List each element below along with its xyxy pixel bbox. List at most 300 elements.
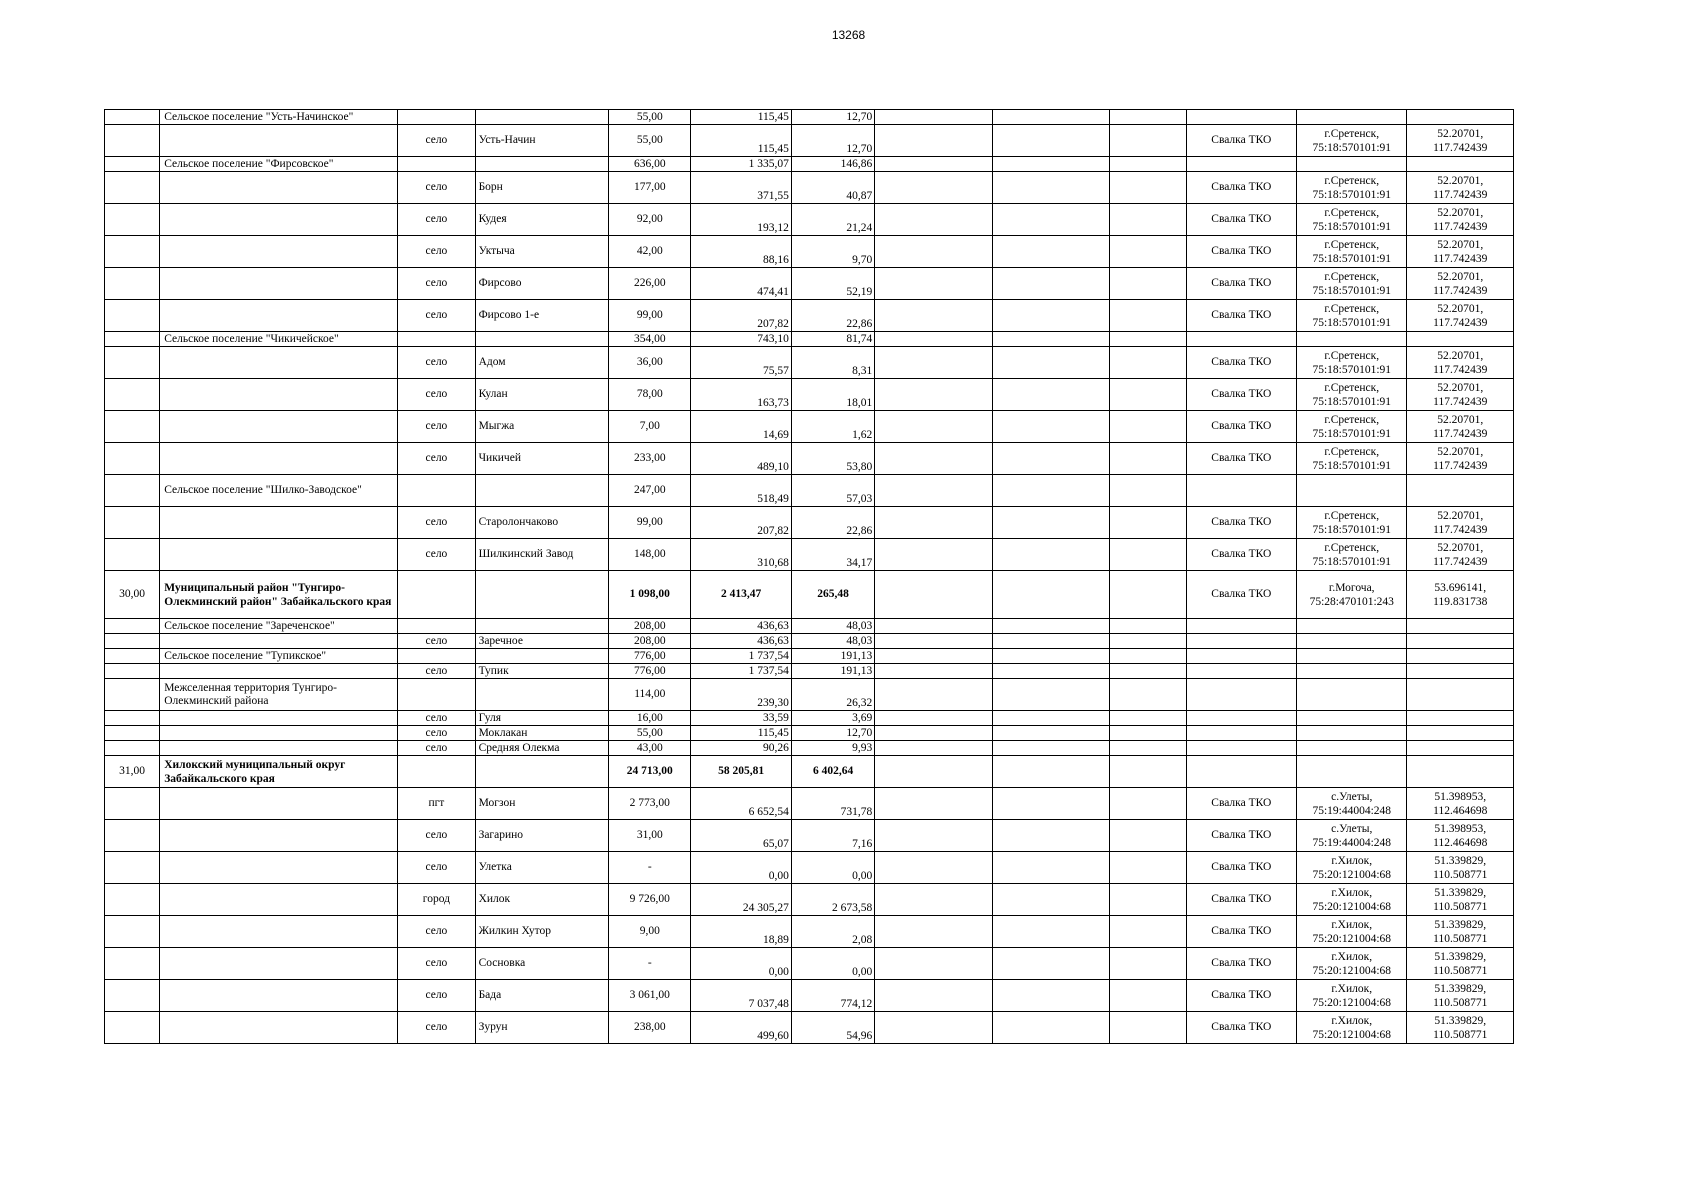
table-row	[105, 741, 1514, 756]
row-number	[105, 539, 160, 571]
landfill-coordinates	[1407, 726, 1514, 741]
empty-cell	[992, 110, 1110, 125]
locality-type: село	[398, 726, 475, 741]
landfill-location	[1297, 619, 1407, 634]
mass-cell: 22,86	[791, 507, 874, 539]
landfill-type: Свалка ТКО	[1186, 347, 1296, 379]
settlement-name: Сельское поселение "Зареченское"	[160, 619, 398, 634]
landfill-type: Свалка ТКО	[1186, 300, 1296, 332]
empty-cell	[1110, 852, 1186, 884]
row-number: 30,00	[105, 571, 160, 619]
landfill-coordinates	[1407, 756, 1514, 788]
volume-cell: 1 737,54	[691, 649, 791, 664]
population-cell: 177,00	[609, 172, 691, 204]
locality-type: село	[398, 204, 475, 236]
population-cell: 114,00	[609, 679, 691, 711]
row-number	[105, 411, 160, 443]
volume-cell: 163,73	[691, 379, 791, 411]
landfill-type	[1186, 649, 1296, 664]
empty-cell	[875, 756, 993, 788]
volume-cell: 65,07	[691, 820, 791, 852]
settlement-name	[160, 1012, 398, 1044]
landfill-location: г.Хилок, 75:20:121004:68	[1297, 884, 1407, 916]
mass-cell: 191,13	[791, 664, 874, 679]
row-number: 31,00	[105, 756, 160, 788]
empty-cell	[875, 1012, 993, 1044]
landfill-type: Свалка ТКО	[1186, 125, 1296, 157]
settlement-name	[160, 379, 398, 411]
locality-name	[475, 110, 609, 125]
locality-name: Сосновка	[475, 948, 609, 980]
landfill-coordinates: 53.696141, 119.831738	[1407, 571, 1514, 619]
settlement-name	[160, 539, 398, 571]
landfill-type: Свалка ТКО	[1186, 204, 1296, 236]
landfill-coordinates: 52.20701, 117.742439	[1407, 125, 1514, 157]
population-cell: 16,00	[609, 711, 691, 726]
row-number	[105, 125, 160, 157]
landfill-location: г.Хилок, 75:20:121004:68	[1297, 916, 1407, 948]
mass-cell: 12,70	[791, 726, 874, 741]
row-number	[105, 679, 160, 711]
landfill-location: г.Сретенск, 75:18:570101:91	[1297, 539, 1407, 571]
locality-name: Шилкинский Завод	[475, 539, 609, 571]
row-number	[105, 172, 160, 204]
locality-type	[398, 157, 475, 172]
landfill-type: Свалка ТКО	[1186, 268, 1296, 300]
mass-cell: 57,03	[791, 475, 874, 507]
mass-cell: 2 673,58	[791, 884, 874, 916]
volume-cell: 1 737,54	[691, 664, 791, 679]
empty-cell	[992, 820, 1110, 852]
landfill-location	[1297, 756, 1407, 788]
population-cell: 36,00	[609, 347, 691, 379]
row-number	[105, 711, 160, 726]
empty-cell	[992, 539, 1110, 571]
empty-cell	[992, 664, 1110, 679]
settlement-name	[160, 204, 398, 236]
landfill-location	[1297, 110, 1407, 125]
row-number	[105, 204, 160, 236]
landfill-location	[1297, 332, 1407, 347]
locality-name: Чикичей	[475, 443, 609, 475]
empty-cell	[992, 884, 1110, 916]
row-number	[105, 948, 160, 980]
empty-cell	[1110, 756, 1186, 788]
row-number	[105, 788, 160, 820]
empty-cell	[1110, 236, 1186, 268]
empty-cell	[1110, 980, 1186, 1012]
locality-name	[475, 619, 609, 634]
row-number	[105, 980, 160, 1012]
table-row	[105, 726, 1514, 741]
volume-cell: 489,10	[691, 443, 791, 475]
table-row	[105, 475, 1514, 507]
empty-cell	[1110, 619, 1186, 634]
landfill-location: г.Сретенск, 75:18:570101:91	[1297, 347, 1407, 379]
locality-name	[475, 756, 609, 788]
landfill-location: г.Хилок, 75:20:121004:68	[1297, 980, 1407, 1012]
empty-cell	[992, 411, 1110, 443]
settlement-name	[160, 980, 398, 1012]
locality-name: Бада	[475, 980, 609, 1012]
settlement-name: Муниципальный район "Тунгиро-Олекминский район" Забайкальского края	[160, 571, 398, 619]
row-number	[105, 268, 160, 300]
landfill-type: Свалка ТКО	[1186, 411, 1296, 443]
mass-cell: 48,03	[791, 634, 874, 649]
row-number	[105, 379, 160, 411]
table-row	[105, 411, 1514, 443]
locality-type: пгт	[398, 788, 475, 820]
population-cell: 78,00	[609, 379, 691, 411]
population-cell: -	[609, 852, 691, 884]
empty-cell	[1110, 411, 1186, 443]
population-cell: 99,00	[609, 507, 691, 539]
population-cell: -	[609, 948, 691, 980]
landfill-coordinates: 51.398953, 112.464698	[1407, 820, 1514, 852]
locality-name: Заречное	[475, 634, 609, 649]
locality-type: село	[398, 268, 475, 300]
landfill-coordinates: 52.20701, 117.742439	[1407, 379, 1514, 411]
population-cell: 55,00	[609, 125, 691, 157]
locality-type: село	[398, 741, 475, 756]
mass-cell: 731,78	[791, 788, 874, 820]
settlement-name: Сельское поселение "Чикичейское"	[160, 332, 398, 347]
volume-cell: 518,49	[691, 475, 791, 507]
volume-cell: 58 205,81	[691, 756, 791, 788]
locality-type: село	[398, 347, 475, 379]
landfill-coordinates: 51.398953, 112.464698	[1407, 788, 1514, 820]
table-row	[105, 980, 1514, 1012]
locality-name: Мыгжа	[475, 411, 609, 443]
waste-data-table	[104, 109, 1514, 1044]
empty-cell	[992, 204, 1110, 236]
settlement-name: Сельское поселение "Усть-Начинское"	[160, 110, 398, 125]
landfill-type	[1186, 726, 1296, 741]
landfill-type: Свалка ТКО	[1186, 507, 1296, 539]
settlement-name	[160, 884, 398, 916]
volume-cell: 310,68	[691, 539, 791, 571]
population-cell: 238,00	[609, 1012, 691, 1044]
landfill-type: Свалка ТКО	[1186, 539, 1296, 571]
volume-cell: 7 037,48	[691, 980, 791, 1012]
empty-cell	[875, 884, 993, 916]
table-row	[105, 125, 1514, 157]
table-row	[105, 172, 1514, 204]
locality-type	[398, 332, 475, 347]
empty-cell	[992, 741, 1110, 756]
locality-type	[398, 475, 475, 507]
landfill-coordinates: 51.339829, 110.508771	[1407, 884, 1514, 916]
locality-type: село	[398, 664, 475, 679]
landfill-location: г.Хилок, 75:20:121004:68	[1297, 1012, 1407, 1044]
population-cell: 776,00	[609, 664, 691, 679]
landfill-location: с.Улеты, 75:19:44004:248	[1297, 788, 1407, 820]
row-number	[105, 236, 160, 268]
empty-cell	[875, 236, 993, 268]
landfill-type: Свалка ТКО	[1186, 236, 1296, 268]
landfill-location: с.Улеты, 75:19:44004:248	[1297, 820, 1407, 852]
landfill-location: г.Могоча, 75:28:470101:243	[1297, 571, 1407, 619]
empty-cell	[992, 125, 1110, 157]
row-number	[105, 916, 160, 948]
population-cell: 7,00	[609, 411, 691, 443]
landfill-location: г.Сретенск, 75:18:570101:91	[1297, 300, 1407, 332]
landfill-location	[1297, 741, 1407, 756]
empty-cell	[1110, 649, 1186, 664]
landfill-type: Свалка ТКО	[1186, 820, 1296, 852]
empty-cell	[1110, 507, 1186, 539]
row-number	[105, 110, 160, 125]
mass-cell: 1,62	[791, 411, 874, 443]
landfill-coordinates: 51.339829, 110.508771	[1407, 948, 1514, 980]
settlement-name	[160, 268, 398, 300]
settlement-name	[160, 443, 398, 475]
empty-cell	[992, 268, 1110, 300]
settlement-name	[160, 916, 398, 948]
empty-cell	[1110, 300, 1186, 332]
empty-cell	[992, 443, 1110, 475]
volume-cell: 436,63	[691, 634, 791, 649]
empty-cell	[875, 332, 993, 347]
locality-type: село	[398, 379, 475, 411]
volume-cell: 18,89	[691, 916, 791, 948]
mass-cell: 21,24	[791, 204, 874, 236]
population-cell: 2 773,00	[609, 788, 691, 820]
table-row	[105, 204, 1514, 236]
landfill-type: Свалка ТКО	[1186, 172, 1296, 204]
settlement-name	[160, 300, 398, 332]
landfill-type	[1186, 756, 1296, 788]
settlement-name: Межселенная территория Тунгиро-Олекминский района	[160, 679, 398, 711]
table-row	[105, 664, 1514, 679]
landfill-location: г.Сретенск, 75:18:570101:91	[1297, 507, 1407, 539]
mass-cell: 8,31	[791, 347, 874, 379]
empty-cell	[875, 300, 993, 332]
volume-cell: 436,63	[691, 619, 791, 634]
mass-cell: 48,03	[791, 619, 874, 634]
empty-cell	[875, 411, 993, 443]
empty-cell	[1110, 110, 1186, 125]
empty-cell	[875, 852, 993, 884]
table-row	[105, 332, 1514, 347]
table-row	[105, 539, 1514, 571]
landfill-type: Свалка ТКО	[1186, 379, 1296, 411]
empty-cell	[992, 172, 1110, 204]
population-cell: 208,00	[609, 634, 691, 649]
landfill-coordinates	[1407, 634, 1514, 649]
landfill-type: Свалка ТКО	[1186, 1012, 1296, 1044]
table-row	[105, 379, 1514, 411]
mass-cell: 7,16	[791, 820, 874, 852]
landfill-location	[1297, 475, 1407, 507]
empty-cell	[875, 507, 993, 539]
settlement-name	[160, 664, 398, 679]
locality-type	[398, 649, 475, 664]
locality-name: Загарино	[475, 820, 609, 852]
landfill-location: г.Сретенск, 75:18:570101:91	[1297, 268, 1407, 300]
empty-cell	[875, 634, 993, 649]
landfill-location: г.Сретенск, 75:18:570101:91	[1297, 125, 1407, 157]
locality-type: село	[398, 948, 475, 980]
table-row	[105, 443, 1514, 475]
row-number	[105, 300, 160, 332]
population-cell: 354,00	[609, 332, 691, 347]
locality-name	[475, 332, 609, 347]
settlement-name	[160, 634, 398, 649]
table-row	[105, 820, 1514, 852]
landfill-type	[1186, 711, 1296, 726]
empty-cell	[875, 948, 993, 980]
empty-cell	[992, 475, 1110, 507]
empty-cell	[1110, 539, 1186, 571]
empty-cell	[1110, 475, 1186, 507]
mass-cell: 52,19	[791, 268, 874, 300]
empty-cell	[992, 1012, 1110, 1044]
landfill-location	[1297, 664, 1407, 679]
mass-cell: 54,96	[791, 1012, 874, 1044]
empty-cell	[992, 649, 1110, 664]
settlement-name	[160, 726, 398, 741]
volume-cell: 115,45	[691, 110, 791, 125]
settlement-name	[160, 507, 398, 539]
landfill-location: г.Сретенск, 75:18:570101:91	[1297, 379, 1407, 411]
landfill-coordinates: 51.339829, 110.508771	[1407, 980, 1514, 1012]
table-body	[105, 110, 1514, 1044]
empty-cell	[875, 649, 993, 664]
table-row	[105, 679, 1514, 711]
mass-cell: 12,70	[791, 125, 874, 157]
landfill-type	[1186, 634, 1296, 649]
row-number	[105, 820, 160, 852]
landfill-location: г.Хилок, 75:20:121004:68	[1297, 852, 1407, 884]
volume-cell: 0,00	[691, 852, 791, 884]
landfill-coordinates: 51.339829, 110.508771	[1407, 1012, 1514, 1044]
table-row	[105, 711, 1514, 726]
locality-type: село	[398, 236, 475, 268]
locality-name: Моклакан	[475, 726, 609, 741]
row-number	[105, 741, 160, 756]
landfill-type: Свалка ТКО	[1186, 884, 1296, 916]
settlement-name	[160, 820, 398, 852]
landfill-coordinates	[1407, 332, 1514, 347]
empty-cell	[1110, 948, 1186, 980]
empty-cell	[875, 475, 993, 507]
settlement-name	[160, 236, 398, 268]
landfill-type	[1186, 332, 1296, 347]
landfill-coordinates	[1407, 110, 1514, 125]
landfill-coordinates	[1407, 679, 1514, 711]
landfill-coordinates: 52.20701, 117.742439	[1407, 539, 1514, 571]
locality-type	[398, 571, 475, 619]
locality-name: Могзон	[475, 788, 609, 820]
landfill-type: Свалка ТКО	[1186, 980, 1296, 1012]
volume-cell: 207,82	[691, 300, 791, 332]
mass-cell: 12,70	[791, 110, 874, 125]
empty-cell	[992, 726, 1110, 741]
empty-cell	[1110, 571, 1186, 619]
landfill-coordinates	[1407, 157, 1514, 172]
empty-cell	[875, 110, 993, 125]
volume-cell: 1 335,07	[691, 157, 791, 172]
locality-type	[398, 679, 475, 711]
empty-cell	[1110, 157, 1186, 172]
table-row	[105, 1012, 1514, 1044]
empty-cell	[1110, 347, 1186, 379]
mass-cell: 34,17	[791, 539, 874, 571]
landfill-type	[1186, 110, 1296, 125]
locality-name: Средняя Олекма	[475, 741, 609, 756]
mass-cell: 146,86	[791, 157, 874, 172]
volume-cell: 115,45	[691, 726, 791, 741]
locality-name: Борн	[475, 172, 609, 204]
empty-cell	[992, 157, 1110, 172]
mass-cell: 0,00	[791, 948, 874, 980]
table-row	[105, 634, 1514, 649]
empty-cell	[875, 539, 993, 571]
empty-cell	[875, 679, 993, 711]
landfill-coordinates: 52.20701, 117.742439	[1407, 268, 1514, 300]
locality-type: село	[398, 1012, 475, 1044]
locality-type	[398, 756, 475, 788]
empty-cell	[1110, 788, 1186, 820]
landfill-location: г.Сретенск, 75:18:570101:91	[1297, 172, 1407, 204]
locality-name	[475, 649, 609, 664]
volume-cell: 115,45	[691, 125, 791, 157]
empty-cell	[1110, 172, 1186, 204]
empty-cell	[1110, 268, 1186, 300]
landfill-location	[1297, 634, 1407, 649]
table-row	[105, 347, 1514, 379]
landfill-location	[1297, 726, 1407, 741]
volume-cell: 2 413,47	[691, 571, 791, 619]
settlement-name	[160, 711, 398, 726]
locality-name: Адом	[475, 347, 609, 379]
mass-cell: 22,86	[791, 300, 874, 332]
mass-cell: 9,93	[791, 741, 874, 756]
table-row	[105, 300, 1514, 332]
locality-name: Улетка	[475, 852, 609, 884]
empty-cell	[875, 741, 993, 756]
empty-cell	[992, 347, 1110, 379]
volume-cell: 88,16	[691, 236, 791, 268]
empty-cell	[1110, 741, 1186, 756]
landfill-coordinates: 52.20701, 117.742439	[1407, 443, 1514, 475]
landfill-type	[1186, 679, 1296, 711]
empty-cell	[875, 204, 993, 236]
population-cell: 148,00	[609, 539, 691, 571]
landfill-coordinates: 51.339829, 110.508771	[1407, 852, 1514, 884]
population-cell: 92,00	[609, 204, 691, 236]
locality-type: село	[398, 634, 475, 649]
table-row	[105, 852, 1514, 884]
table-row	[105, 110, 1514, 125]
empty-cell	[875, 157, 993, 172]
volume-cell: 6 652,54	[691, 788, 791, 820]
empty-cell	[875, 125, 993, 157]
locality-name: Усть-Начин	[475, 125, 609, 157]
landfill-coordinates: 51.339829, 110.508771	[1407, 916, 1514, 948]
population-cell: 43,00	[609, 741, 691, 756]
mass-cell: 3,69	[791, 711, 874, 726]
empty-cell	[992, 619, 1110, 634]
population-cell: 99,00	[609, 300, 691, 332]
mass-cell: 2,08	[791, 916, 874, 948]
mass-cell: 26,32	[791, 679, 874, 711]
empty-cell	[875, 443, 993, 475]
locality-name	[475, 679, 609, 711]
empty-cell	[875, 820, 993, 852]
empty-cell	[992, 507, 1110, 539]
